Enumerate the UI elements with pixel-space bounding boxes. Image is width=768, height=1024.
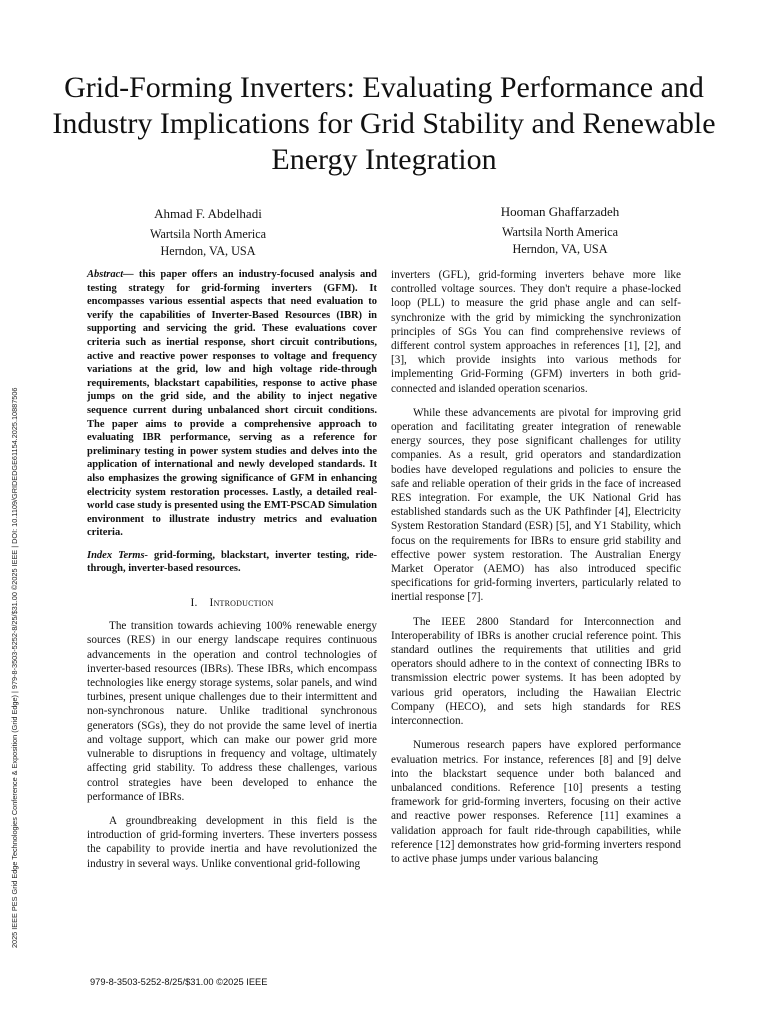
author-affiliation: Wartsila North America	[149, 227, 267, 241]
body-paragraph: A groundbreaking development in this field is the introduction of grid-forming inverters. These inverters possess the capability to provide inertia and have revolutionized the industry in several ways. Unlike conventional grid-following	[87, 814, 377, 870]
author-block-1	[98, 205, 318, 260]
publication-sidebar: 2025 IEEE PES Grid Edge Technologies Conference & Exposition (Grid Edge) | 979-8-3503-5252-8/25/$31.00 ©2025 IEEE | DOI: 10.1109/GRIDEDGE61154.2025.10887506	[10, 387, 19, 948]
section-heading-introduction	[87, 596, 377, 610]
author-block-2	[450, 203, 670, 258]
paper-title: Grid-Forming Inverters: Evaluating Performance and Industry Implications for Grid Stability and Renewable Energy Integration	[52, 71, 716, 176]
author-name: Ahmad F. Abdelhadi	[154, 206, 262, 221]
author-location: Herndon, VA, USA	[160, 244, 256, 258]
index-terms-label: Index Terms-	[87, 549, 149, 561]
body-paragraph: inverters (GFL), grid-forming inverters behave more like controlled voltage sources. They don't require a phase-locked loop (PLL) to measure the grid phase angle and can self-synchronize with the grid by mimicking the synchronization principles of SGs You can find comprehensive reviews of different control system approaches in references [1], [2], and [3], which provide insights into various methods for implementing Grid-Forming (GFM) inverters in both grid-connected and islanded operation scenarios.	[391, 269, 681, 395]
index-terms-text: grid-forming, blackstart, inverter testing, ride-through, inverter-based resources.	[87, 549, 377, 575]
author-location: Herndon, VA, USA	[512, 242, 608, 256]
body-paragraph: The transition towards achieving 100% renewable energy sources (RES) in our energy landscape requires continuous advancements in the operation and control technologies of inverter-based resources (IBRs). These IBRs, which encompass technologies like energy storage systems, solar panels, and wind turbines, present unique challenges due to their intermittent and non-synchronous nature. Unlike traditional synchronous generators (SGs), they do not provide the same level of inertia and voltage support, which can make our power grid more vulnerable to disruptions in frequency and voltage, ultimately affecting grid stability. To address these challenges, various control strategies have been developed to enhance the performance of IBRs.	[87, 620, 377, 803]
right-column	[391, 268, 681, 866]
abstract-text: this paper offers an industry-focused analysis and testing strategy for grid-forming inverters (GFM). It encompasses various essential aspects that need evaluation to verify the capabilities of Inverter-Based Resources (IBR) in supporting and servicing the grid. These evaluations cover criteria such as inertial response, short circuit contributions, active and reactive power responses to voltage and frequency variations at the grid, low and high voltage ride-through requirements, blackstart capabilities, response to active phase jumps on the grid side, and the ability to inject negative sequence current during unbalanced short circuit conditions. The paper aims to provide a comprehensive approach to evaluating IBR performance, serving as a reference for preliminary testing in power system studies and delves into the application of international and newly developed standards. It also emphasizes the growing significance of GFM in enhancing electricity system restoration processes. Lastly, a detailed real-world case study is presented using the EMT-PSCAD Simulation environment to illustrate industry metrics and evaluation criteria.	[87, 269, 377, 539]
author-affiliation: Wartsila North America	[501, 225, 619, 239]
body-paragraph: While these advancements are pivotal for improving grid operation and facilitating greater integration of renewable energy sources, they pose significant challenges for utility companies. As a result, grid operators and standardization bodies have developed regulations and policies to ensure the safe and reliable operation of their grids in the face of increased RES integration. For example, the UK National Grid has established standards such as the UK Pathfinder [4], Electricity System Restoration Standard (ESR) [5], and Y1 Stability, which focus on the requirements for IBRs to ensure grid stability and effective power system restoration. The Australian Energy Market Operator (AEMO) has also introduced specific specifications for grid-forming inverters, particularly related to inertial response [7].	[391, 406, 681, 604]
body-paragraph: Numerous research papers have explored performance evaluation metrics. For instance, references [8] and [9] delve into the blackstart sequence under both balanced and unbalanced conditions. Reference [10] presents a testing framework for grid-forming inverters, focusing on their active and reactive power responses. Reference [11] examines a validation approach for fault ride-through capabilities, while reference [12] demonstrates how grid-forming inverters respond to active phase jumps under various balancing	[391, 739, 681, 865]
author-name: Hooman Ghaffarzadeh	[500, 204, 620, 219]
abstract-label: Abstract—	[87, 269, 134, 280]
section-title: Introduction	[209, 597, 274, 610]
section-number: I.	[190, 597, 198, 610]
copyright-footer: 979-8-3503-5252-8/25/$31.00 ©2025 IEEE	[90, 977, 268, 987]
index-terms	[87, 549, 377, 576]
abstract	[87, 268, 377, 540]
body-paragraph: The IEEE 2800 Standard for Interconnection and Interoperability of IBRs is another crucial reference point. This standard outlines the requirements that utilities and grid operators should adhere to in the context of connecting IBRs to transmission electric power systems. It has been adopted by various grid operators, including the Hawaiian Electric Company (HECO), and sets high standards for RES interconnection.	[391, 615, 681, 728]
left-column	[87, 268, 377, 871]
